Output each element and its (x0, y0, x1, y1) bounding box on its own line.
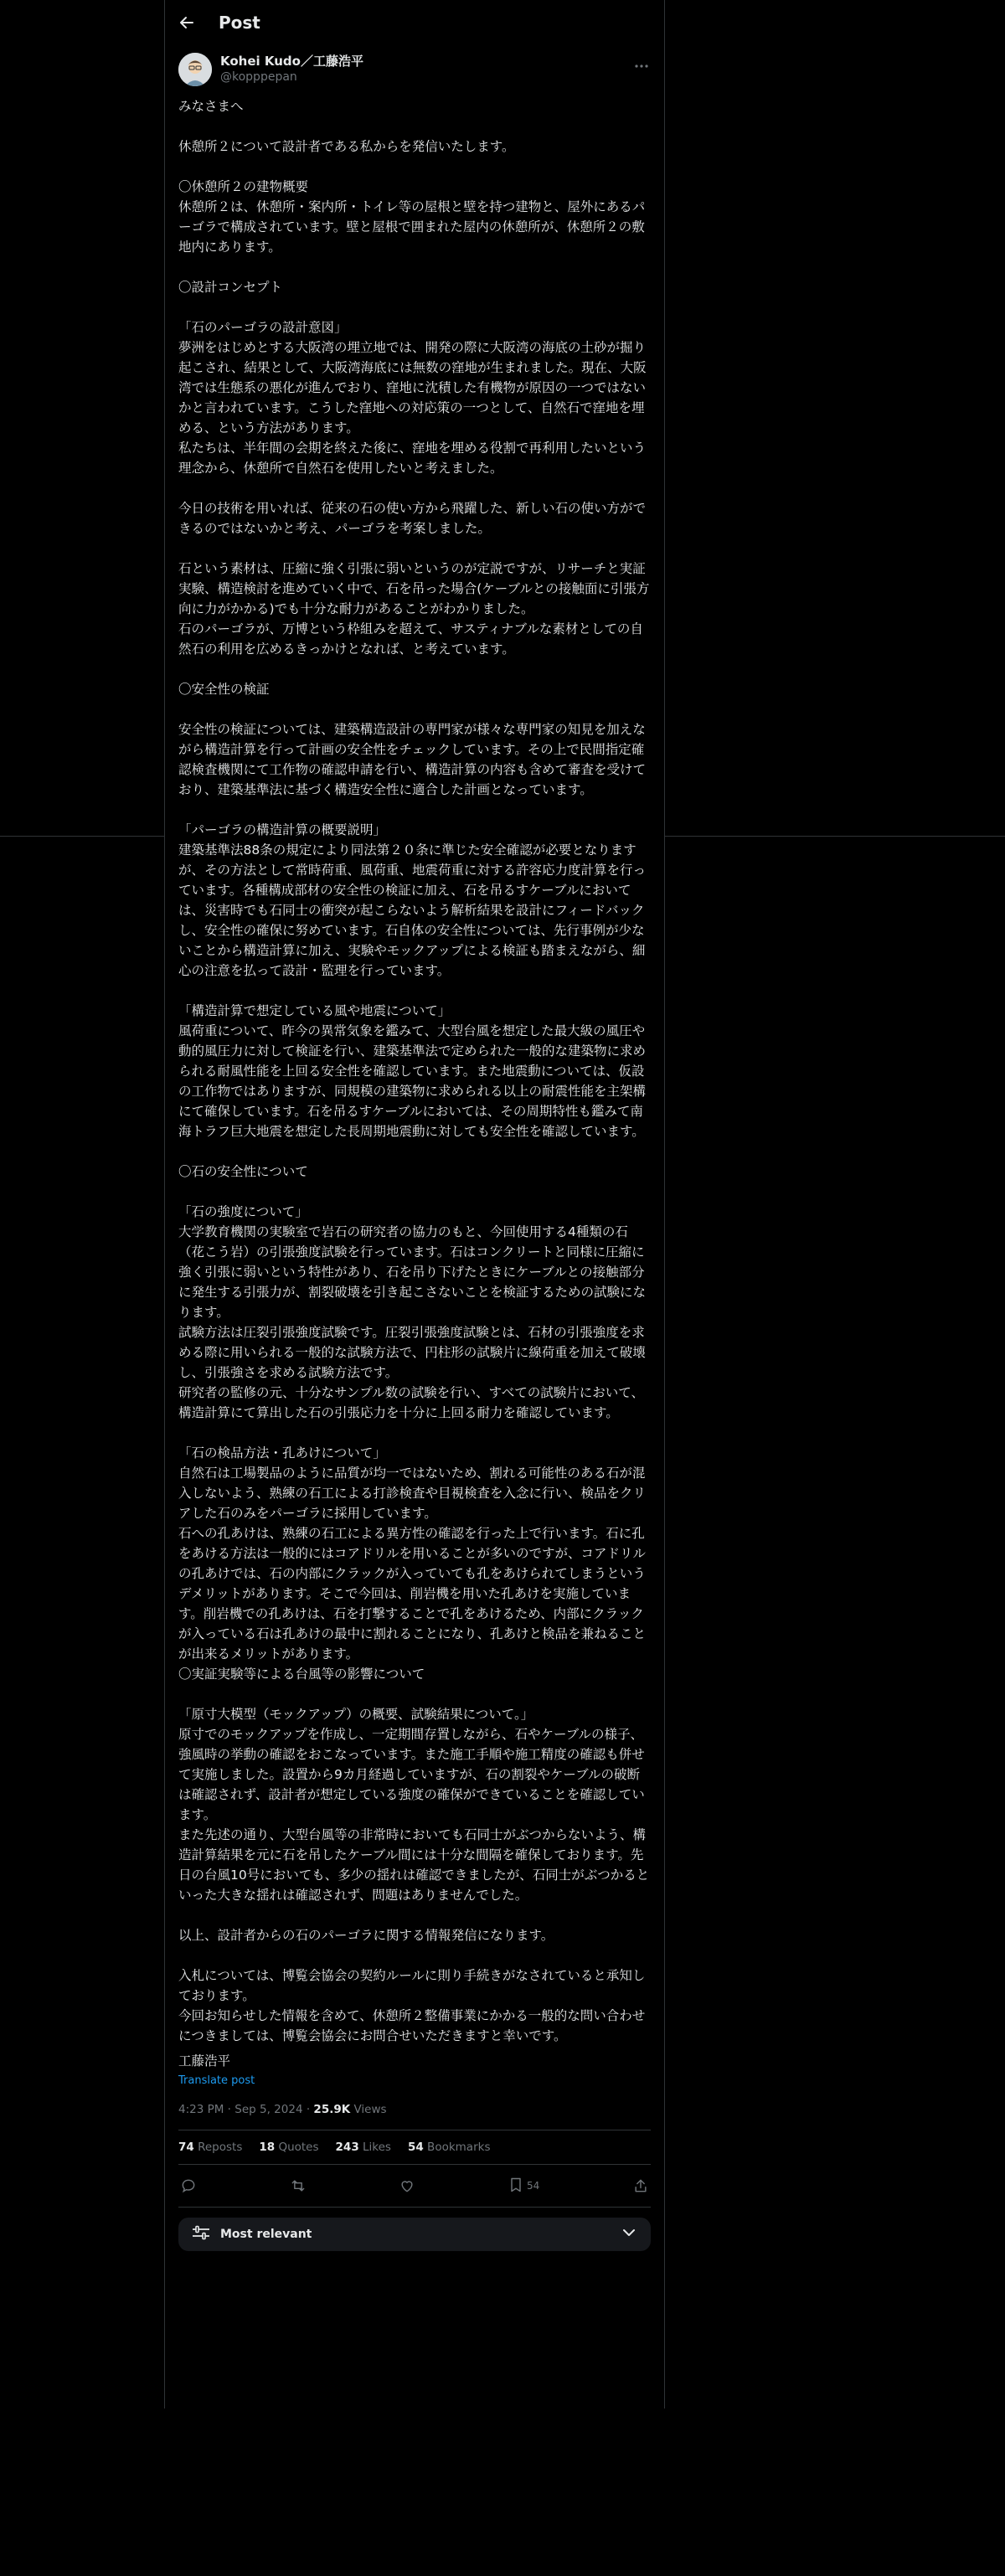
page-title: Post (219, 12, 260, 33)
action-bar (178, 2165, 651, 2208)
translate-link[interactable]: Translate post (178, 2074, 255, 2087)
reposts-stat[interactable]: 74 Reposts (178, 2141, 243, 2154)
bookmarks-stat[interactable]: 54 Bookmarks (407, 2141, 491, 2154)
post-signature: 工藤浩平 (178, 2053, 231, 2069)
reply-icon[interactable] (180, 2177, 197, 2194)
views-count: 25.9K (313, 2103, 351, 2116)
top-bar (165, 0, 664, 44)
post-time[interactable]: 4:23 PM · Sep 5, 2024 · (178, 2103, 314, 2116)
author-handle[interactable]: @kopppepan (220, 70, 297, 84)
bookmark-icon (508, 2177, 523, 2196)
bookmark-count: 54 (527, 2180, 540, 2192)
likes-stat[interactable]: 243 Likes (335, 2141, 391, 2154)
engagement-stats (178, 2130, 651, 2165)
views-label: Views (350, 2103, 387, 2116)
post-text: みなさまへ 休憩所２について設計者である私からを発信いたします。 〇休憩所２の建物概要 休憩所２は、休憩所・案内所・トイレ等の屋根と壁を持つ建物と、屋外にあるパーゴラで構成されています。壁と屋根で囲まれた屋内の休憩所が、休憩所２の敷地内にあります。 〇設計コンセプト 「石のパーゴラの設計意図」 夢洲をはじめとする大阪湾の埋立地では、開発の際に大阪湾の海底の土砂が掘り起こされ、結果として、大阪湾海底には無数の窪地が生まれました。現在、大阪湾では生態系の悪化が進んでおり、窪地に沈積した有機物が原因の一つではないかと言われています。こうした窪地への対応策の一つとして、自然石で窪地を埋める、という方法があります。 私たちは、半年間の会期を終えた後に、窪地を埋める役割で再利用したいという理念から、休憩所で自然石を使用したいと考えました。 今日の技術を用いれば、従来の石の使い方から飛躍した、新しい石の使い方ができるのではないかと考え、パーゴラを考案しました。 石という素材は、圧縮に強く引張に弱いというのが定説ですが、リサーチと実証実験、構造検討を進めていく中で、石を吊った場合(ケーブルとの接触面に引張方向に力がかかる)でも十分な耐力があることがわかりました。 石のパーゴラが、万博という枠組みを超えて、サスティナブルな素材としての自然石の利用を広めるきっかけとなれば、と考えています。 〇安全性の検証 安全性の検証については、建築構造設計の専門家が様々な専門家の知見を加えながら構造計算を行って計画の安全性をチェックしています。その上で民間指定確認検査機関にて工作物の確認申請を行い、構造計算の内容も含めて審査を受けており、建築基準法に基づく構造安全性に適合した計画となっています。 「パーゴラの構造計算の概要説明」 建築基準法88条の規定により同法第２０条に準じた安全確認が必要となりますが、その方法として常時荷重、風荷重、地震荷重に対する許容応力度計算を行っています。各種構成部材の安全性の検証に加え、石を吊るすケーブルにおいては、災害時でも石同士の衝突が起こらないよう解析結果を設計にフィードバックし、安全性の確保に努めています。石自体の安全性については、先行事例が少ないことから構造計算に加え、実験やモックアップによる検証も踏まえながら、細心の注意を払って設計・監理を行っています。 「構造計算で想定している風や地震について」 風荷重について、昨今の異常気象を鑑みて、大型台風を想定した最大級の風圧や動的風圧力に対して検証を行い、建築基準法で定められた一般的な建築物に求められる耐風性能を上回る安全性を確認しています。また地震動については、仮設の工作物ではありますが、同規模の建築物に求められる以上の耐震性能を主架構にて確保しています。石を吊るすケーブルにおいては、その周期特性も鑑みて南海トラフ巨大地震を想定した長周期地震動に対しても安全性を確認しています。 〇石の安全性について 「石の強度について」 大学教育機関の実験室で岩石の研究者の協力のもと、今回使用する4種類の石（花こう岩）の引張強度試験を行っています。石はコンクリートと同様に圧縮に強く引張に弱いという特性があり、石を吊り下げたときにケーブルとの接触部分に発生する引張力が、割裂破壊を引き起こさないことを検証するための試験になります。 試験方法は圧裂引張強度試験です。圧裂引張強度試験とは、石材の引張強度を求める際に用いられる一般的な試験方法で、円柱形の試験片に線荷重を加えて破壊し、引張強さを求める試験方法です。 研究者の監修の元、十分なサンプル数の試験を行い、すべての試験片において、構造計算にて算出した石の引張応力を十分に上回る耐力を確認しています。 「石の検品方法・孔あけについて」 自然石は工場製品のように品質が均一ではないため、割れる可能性のある石が混入しないよう、熟練の石工による打診検査や目視検査を入念に行い、検品をクリアした石のみをパーゴラに採用しています。 石への孔あけは、熟練の石工による異方性の確認を行った上で行います。石に孔をあける方法は一般的にはコアドリルを用いることが多いのですが、コアドリルの孔あけでは、石の内部にクラックが入っていても孔をあけられてしまうというデメリットがあります。そこで今回は、削岩機を用いた孔あけを実施しています。削岩機での孔あけは、石を打撃することで孔をあけるため、内部にクラックが入っている石は孔あけの最中に割れることになり、孔あけと検品を兼ねることが出来るメリットがあります。 〇実証実験等による台風等の影響について 「原寸大模型（モックアップ）の概要、試験結果について。」 原寸でのモックアップを作成し、一定期間存置しながら、石やケーブルの様子、強風時の挙動の確認をおこなっています。また施工手順や施工精度の確認も併せて実施しました。設置から9カ月経過していますが、石の割裂やケーブルの破断は確認されず、設計者が想定している強度の確保ができていることを確認しています。 また先述の通り、大型台風等の非常時においても石同士がぶつからないよう、構造計算結果を元に石を吊したケーブル間には十分な間隔を確保しております。先日の台風10号においても、多少の揺れは確認できましたが、石同士がぶつかるといった大きな揺れは確認されず、問題はありませんでした。 以上、設計者からの石のパーゴラに関する情報発信になります。 入札については、博覧会協会の契約ルールに則り手続きがなされていると承知しております。 今回お知らせした情報を含めて、休憩所２整備事業にかかる一般的な問い合わせにつきましては、博覧会協会にお問合せいただきますと幸いです。 (178, 99, 650, 2043)
repost-icon[interactable] (290, 2177, 307, 2194)
back-arrow-icon[interactable] (178, 14, 195, 31)
chevron-down-icon (621, 2224, 637, 2244)
post-timestamp (178, 2101, 651, 2130)
author-name[interactable]: Kohei Kudo／工藤浩平 (220, 54, 363, 69)
post-author (165, 44, 664, 86)
replies-filter-label: Most relevant (220, 2228, 312, 2241)
post-column (164, 0, 665, 2409)
replies-filter-dropdown[interactable] (178, 2218, 651, 2251)
quotes-stat[interactable]: 18 Quotes (259, 2141, 319, 2154)
like-icon[interactable] (399, 2177, 415, 2194)
share-icon[interactable] (632, 2177, 649, 2194)
more-options-icon[interactable] (632, 59, 651, 73)
bookmark-button[interactable] (508, 2177, 539, 2196)
avatar[interactable] (178, 53, 212, 86)
filter-sliders-icon (192, 2225, 210, 2244)
